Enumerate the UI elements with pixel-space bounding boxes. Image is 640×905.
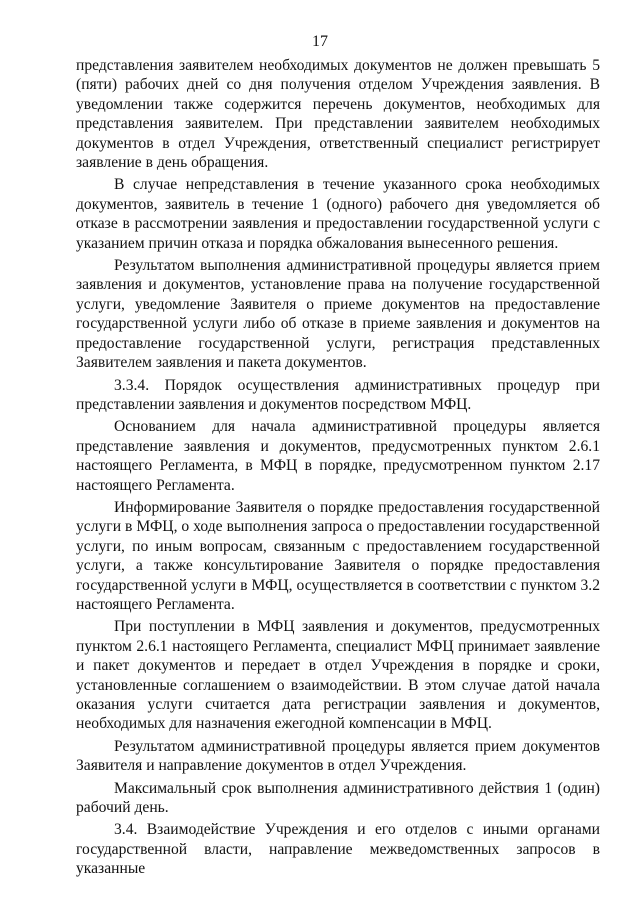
- paragraph-procedure-result: Результатом выполнения административной процедуры является прием заявления и документов, установление права на получение государственной услуги, уведомление Заявителя о приеме документов на предоставление государственной услуги либо об отказе в приеме заявления и документов на предоставление государственной услуги, регистрация представленных Заявителем заявления и пакета документов.: [76, 257, 600, 372]
- paragraph-mfc-result: Результатом административной процедуры является прием документов Заявителя и направление документов в отдел Учреждения.: [76, 737, 600, 775]
- document-body: [76, 56, 600, 882]
- section-heading-3-3-4: 3.3.4. Порядок осуществления административных процедур при представлении заявления и документов посредством МФЦ.: [76, 376, 600, 413]
- paragraph-grounds: Основанием для начала административной процедуры является представление заявления и документов, предусмотренных пунктом 2.6.1 настоящего Регламента, в МФЦ в порядке, предусмотренном пунктом 2.17 настоящего Регламента.: [76, 418, 600, 494]
- paragraph-max-term: Максимальный срок выполнения административного действия 1 (один) рабочий день.: [76, 779, 600, 817]
- paragraph-informing: Информирование Заявителя о порядке предоставления государственной услуги в МФЦ, о ходе выполнения запроса о предоставлении государственной услуги, по иным вопросам, связанным с предоставлением государственной услуги, а также консультирование Заявителя о порядке предоставления государственной услуги в МФЦ, осуществляется в соответствии с пунктом 3.2 настоящего Регламента.: [76, 498, 600, 613]
- paragraph-refusal-notice: В случае непредставления в течение указанного срока необходимых документов, заявитель в течение 1 (одного) рабочего дня уведомляется об отказе в рассмотрении заявления и предоставлении государственной услуги с указанием причин отказа и порядка обжалования вынесенного решения.: [76, 176, 600, 252]
- paragraph-continuation: представления заявителем необходимых документов не должен превышать 5 (пяти) рабочих дней со дня получения отделом Учреждения заявления. В уведомлении также содержится перечень документов, необходимых для представления заявителем. При представлении заявителем необходимых документов в отдел Учреждения, ответственный специалист регистрирует заявление в день обращения.: [76, 57, 600, 172]
- page-number: 17: [312, 33, 328, 50]
- paragraph-mfc-receipt: При поступлении в МФЦ заявления и документов, предусмотренных пунктом 2.6.1 настоящего Регламента, специалист МФЦ принимает заявление и пакет документов и передает в отдел Учреждения в порядке и сроки, установленные соглашением о взаимодействии. В этом случае датой начала оказания услуги считается дата регистрации заявления и документов, необходимых для назначения ежегодной компенсации в МФЦ.: [76, 618, 600, 733]
- section-heading-3-4: 3.4. Взаимодействие Учреждения и его отделов с иными органами государственной власти, направление межведомственных запросов в указанные: [76, 821, 600, 878]
